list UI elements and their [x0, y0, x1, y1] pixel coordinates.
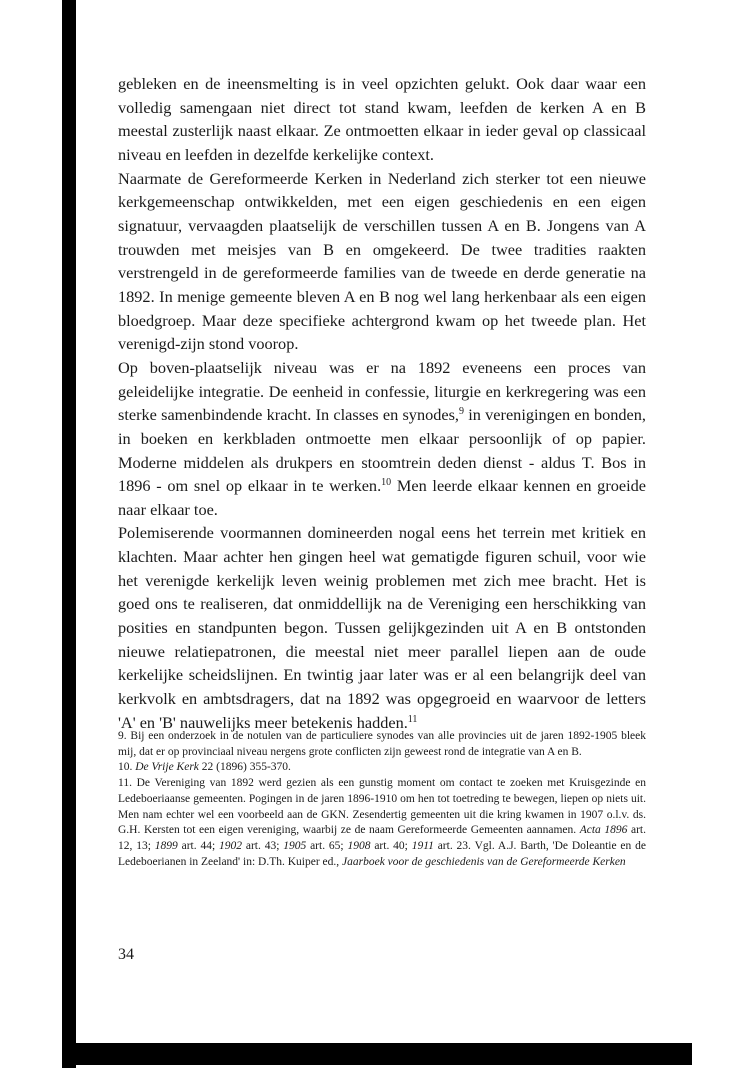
text-run: art. 44; [177, 839, 219, 852]
footnote-11 [118, 776, 646, 870]
text-run: art. 23. Vgl. A.J. Barth, 'De Doleantie en de Ledeboerianen in Zeeland' in: D.Th. Kuiper ed., [118, 839, 646, 868]
text-run: Men leerde elkaar kennen en groeide naar elkaar toe. [118, 476, 646, 519]
footnote-ref-10[interactable]: 10 [381, 477, 392, 489]
text-run: 22 (1896) 355-370. [198, 761, 291, 774]
text-run: gebleken en de ineensmelting is in veel opzichten gelukt. Ook daar waar een volledig samengaan niet direct tot stand kwam, leefden de kerken A en B meestal zusterlijk naast elkaar. Ze ontmoetten elkaar in ieder geval op classicaal niveau en leefden in dezelfde kerkelijke context. [118, 74, 646, 164]
text-run: 9. Bij een onderzoek in de notulen van de particuliere synodes van alle provincies uit de jaren 1892-1905 bleek mij, dat er op provinciaal niveau nergens grote conflicten zijn geweest rond de integratie van A en B. [118, 730, 646, 758]
text-run: Op boven-plaatselijk niveau was er na 1892 eveneens een proces van geleidelijke integratie. De eenheid in confessie, liturgie en kerkregering was een sterke samenbindende kracht. In classes en synodes, [118, 357, 646, 425]
page-number: 34 [118, 946, 134, 963]
footnote-9 [118, 729, 646, 760]
text-run: Naarmate de Gereformeerde Kerken in Nederland zich sterker tot een nieuwe kerkgemeenschap ontwikkelden, met een eigen geschiedenis en een eigen signatuur, vervaagden plaatselijk de verschillen tussen A en B. Jongens van A trouwden met meisjes van B en omgekeerd. De twee tradities raakten verstrengeld in de gereformeerde families van de tweede en derde generatie na 1892. In menige gemeente bleven A en B nog wel lang herkenbaar als een eigen bloedgroep. Maar deze specifieke achtergrond kwam op het tweede plan. Het verenigd-zijn stond voorop. [118, 168, 646, 354]
italic-year: 1908 [347, 839, 371, 852]
text-run: Polemiserende voormannen domineerden nogal eens het terrein met kritiek en klachten. Maar achter hen gingen heel wat gematigde figuren schuil, voor wie het verenigde kerkelijk leven weinig problemen met zich mee bracht. Het is goed ons te realiseren, dat onmiddellijk na de Vereniging een herschikking van posities en standpunten begon. Tussen gelijkgezinden uit A en B ontstonden nieuwe relatiepatronen, die meestal niet meer parallel liepen aan de oude kerkelijke scheidslijnen. En twintig jaar later was er al een belangrijk deel van kerkvolk en ambtsdragers, dat na 1892 was opgegroeid en waarvoor de letters 'A' en 'B' nauwelijks meer betekenis hadden. [118, 523, 646, 732]
italic-year: 1911 [411, 839, 434, 852]
footnote-10 [118, 760, 646, 776]
footnote-ref-9[interactable]: 9 [459, 406, 465, 418]
paragraph [118, 521, 646, 734]
text-run: 10. [118, 761, 136, 774]
text-run: 11. De Vereniging van 1892 werd gezien als een gunstig moment om contact te zoeken met Kruisgezinde en Ledeboeriaanse gemeenten. Pogingen in de jaren 1896-1910 om hen tot toetreding te bewegen, liepen op niets uit. Men nam echter wel een voorbeeld aan de GKN. Zesendertig gemeenten uit die kring kwamen in 1907 o.l.v. ds. G.H. Kersten tot een eigen vereniging, waarbij ze de naam Gereformeerde Gemeenten aannamen. [118, 777, 646, 837]
text-run: art. 43; [242, 839, 284, 852]
text-run: in verenigingen en bonden, in boeken en kerkbladen ontmoette men elkaar persoonlijk of op papier. Moderne middelen als drukpers en stoomtrein deden dienst - aldus T. Bos in 1896 - om snel op elkaar in te werken. [118, 405, 646, 496]
italic-title: Jaarboek voor de geschiedenis van de Gereformeerde Kerken [342, 855, 626, 868]
paragraph [118, 167, 646, 356]
italic-year: 1899 [154, 839, 178, 852]
italic-year: 1902 [219, 839, 242, 852]
italic-title: Acta 1896 [579, 824, 628, 837]
paragraph [118, 356, 646, 522]
italic-year: 1905 [283, 839, 307, 852]
scan-border-left [62, 0, 76, 1068]
text-run: art. 65; [306, 839, 348, 852]
footnotes [118, 729, 646, 870]
text-run: art. 40; [370, 839, 412, 852]
italic-title: De Vrije Kerk [135, 761, 199, 774]
text-run: art. 12, 13; [118, 824, 646, 852]
paragraph [118, 72, 646, 167]
footnote-ref-11[interactable]: 11 [407, 713, 418, 725]
body-text [118, 72, 646, 734]
scan-border-bottom [62, 1043, 692, 1065]
